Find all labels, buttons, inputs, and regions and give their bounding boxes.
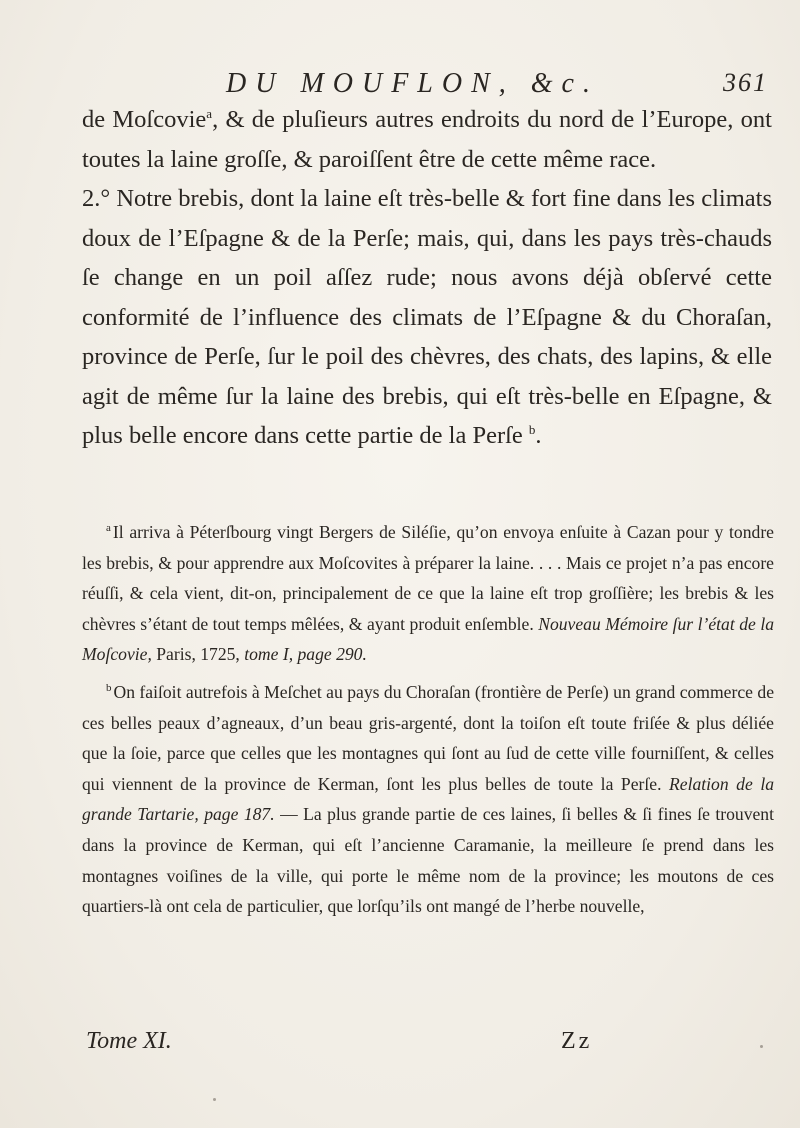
footnote-a-page: tome I, page 290. xyxy=(244,644,367,665)
paragraph-1-text: de Moſcovie xyxy=(82,106,207,133)
footnote-b xyxy=(82,677,774,922)
footnotes xyxy=(82,517,774,922)
paragraph-2 xyxy=(82,179,772,456)
page-number: 361 xyxy=(723,68,768,97)
page-header xyxy=(226,68,768,102)
footnote-a xyxy=(82,517,774,670)
main-text xyxy=(82,100,772,456)
footnote-a-label: a xyxy=(106,522,111,535)
signature-mark: Zz xyxy=(561,1028,593,1054)
footnote-b-page: page 187. xyxy=(204,804,275,825)
footnote-b-text-3: — La plus grande partie de ces laines, ſi belles & ſi fines ſe trouvent dans la province de Kerman, qui eſt l’ancienne Caramanie, la meilleure ſe prend dans les montagnes voiſines de la ville, qui porte le même nom de la province; les moutons de ces quartiers-là ont cela de particulier, que lorſqu’ils ont mangé de l’herbe nouvelle, xyxy=(82,804,774,917)
footnote-b-label: b xyxy=(106,682,112,695)
paragraph-1-text-end: , & de pluſieurs autres endroits du nord de l’Europe, ont toutes la laine groſſe, & paroiſſent être de cette même race. xyxy=(82,106,772,173)
volume-label: Tome XI. xyxy=(86,1028,172,1054)
paragraph-1 xyxy=(82,100,772,179)
footnote-a-text-2: Paris, 1725, xyxy=(151,644,245,665)
footnote-b-citation: Relation de la grande Tartarie, xyxy=(82,773,774,825)
paper-speck xyxy=(760,1045,763,1048)
paragraph-2-text-end: . xyxy=(535,422,542,449)
footnote-ref-b: b xyxy=(528,421,536,437)
paragraph-2-text: 2.° Notre brebis, dont la laine eſt très-belle & fort fine dans les climats doux de l’Eſpagne & de la Perſe; mais, qui, dans les pays très-chauds ſe change en un poil aſſez rude; nous avons déjà obſervé cette conformité de l’influence des climats de l’Eſpagne & du Choraſan, province de Perſe, ſur le poil des chèvres, des chats, des lapins, & elle agit de même ſur la laine des brebis, qui eſt très-belle en Eſpagne, & plus belle encore dans cette partie de la Perſe xyxy=(82,185,772,449)
footnote-ref-a: a xyxy=(206,105,213,121)
running-title: DU MOUFLON, &c. xyxy=(226,68,599,99)
paper-speck xyxy=(213,1098,216,1101)
footnote-a-text: Il arriva à Péterſbourg vingt Bergers de Siléſie, qu’on envoya enſuite à Cazan pour y tondre les brebis, & pour apprendre aux Moſcovites à préparer la laine. . . . Mais ce projet n’a pas encore réuſſi, & cela vient, dit-on, principalement de ce que la laine eſt trop groſſière; les brebis & les chèvres s’étant de tout temps mêlées, & ayant produit enſemble. xyxy=(82,522,774,634)
footnote-b-text: On faiſoit autrefois à Meſchet au pays du Choraſan (frontière de Perſe) un grand commerce de ces belles peaux d’agneaux, d’un beau gris-argenté, dont la toiſon eſt toute friſée & plus déliée que la ſoie, parce que celles que les montagnes qui ſont au ſud de cette ville fourniſſent, & celles qui viennent de la province de Kerman, ſont les plus belles de toute la Perſe. xyxy=(82,681,774,794)
footnote-a-citation: Nouveau Mémoire ſur l’état de la Moſcovie, xyxy=(82,613,774,665)
page-footer xyxy=(86,1028,686,1062)
